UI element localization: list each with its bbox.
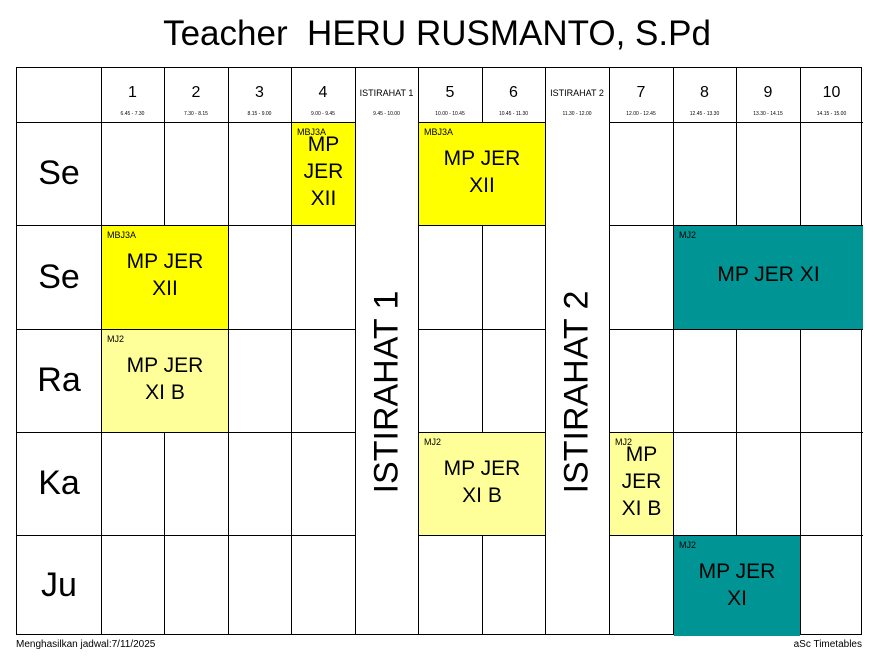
class-code: MBJ3A xyxy=(424,127,454,137)
subject-line: XI B xyxy=(462,484,502,507)
period-number: 10 xyxy=(822,84,841,101)
column-header xyxy=(736,68,800,122)
column-header xyxy=(673,68,736,122)
period-number: 1 xyxy=(128,84,137,101)
period-time: 9.00 - 9.45 xyxy=(311,111,335,117)
page-title: Teacher HERU RUSMANTO, S.Pd xyxy=(163,14,711,53)
subject-line: MP JER xyxy=(126,354,204,377)
column-header xyxy=(418,68,482,122)
period-time: 9.45 - 10.00 xyxy=(373,111,400,117)
subject-name xyxy=(102,248,228,302)
subject-line: MP xyxy=(625,443,658,466)
period-number: 5 xyxy=(445,84,455,101)
grid-vline xyxy=(228,68,229,634)
lesson-card[interactable] xyxy=(419,433,545,535)
period-number: 2 xyxy=(191,84,201,101)
grid-vline xyxy=(355,68,356,634)
period-number: 8 xyxy=(700,84,709,101)
class-code: MJ2 xyxy=(107,334,125,344)
class-code: MBJ3A xyxy=(297,127,327,137)
lesson-card[interactable] xyxy=(102,330,228,432)
subject-line: JER xyxy=(621,470,662,493)
subject-line: MP JER xyxy=(443,457,521,480)
subject-line: XII xyxy=(469,174,495,197)
grid-vline xyxy=(800,68,801,634)
grid-hline xyxy=(609,329,863,330)
break-label-vertical: ISTIRAHAT 1 xyxy=(367,290,405,494)
day-label: Se xyxy=(38,154,80,192)
period-time: 14.15 - 15.00 xyxy=(816,111,847,117)
subject-line: MP JER xyxy=(443,147,521,170)
class-code: MBJ3A xyxy=(107,230,137,240)
subject-name xyxy=(102,352,228,406)
period-number: 3 xyxy=(255,84,264,101)
break-header-label: ISTIRAHAT 1 xyxy=(359,88,414,98)
column-header xyxy=(355,68,418,122)
column-header xyxy=(164,68,228,122)
period-number: 9 xyxy=(763,84,773,101)
subject-line: XII xyxy=(310,187,337,210)
software-credit: aSc Timetables xyxy=(793,639,862,650)
lesson-card[interactable] xyxy=(610,433,673,535)
period-time: 8.15 - 9.00 xyxy=(247,111,272,117)
generated-date: Menghasilkan jadwal:7/11/2025 xyxy=(16,639,156,650)
subject-name xyxy=(419,145,545,199)
subject-line: MP xyxy=(307,133,340,156)
period-number: 4 xyxy=(318,84,328,101)
period-number: 7 xyxy=(636,84,646,101)
lesson-card[interactable] xyxy=(419,123,545,225)
period-time: 6.45 - 7.30 xyxy=(120,111,145,117)
grid-hline xyxy=(418,329,545,330)
class-code: MJ2 xyxy=(679,540,697,550)
subject-line: JER xyxy=(303,160,344,183)
day-label: Ka xyxy=(38,464,80,502)
subject-name xyxy=(674,558,800,612)
break-label-vertical: ISTIRAHAT 2 xyxy=(557,290,596,494)
period-time: 7.30 - 8.15 xyxy=(184,111,208,117)
column-header xyxy=(482,68,545,122)
column-header xyxy=(228,68,291,122)
subject-name xyxy=(674,261,863,288)
column-header xyxy=(800,68,863,122)
subject-line: XI B xyxy=(621,497,662,520)
lesson-card[interactable] xyxy=(102,226,228,329)
grid-hline xyxy=(609,122,863,123)
class-code: MJ2 xyxy=(424,437,442,447)
day-label: Ju xyxy=(41,566,77,604)
day-label: Se xyxy=(38,257,80,296)
subject-line: XI xyxy=(727,587,747,610)
subject-name xyxy=(419,455,545,509)
grid-vline xyxy=(545,68,546,634)
column-header xyxy=(101,68,164,122)
day-label: Ra xyxy=(37,361,81,399)
class-code: MJ2 xyxy=(615,437,633,447)
subject-line: XI B xyxy=(145,381,185,404)
period-time: 11.30 - 12.00 xyxy=(562,111,592,117)
lesson-card[interactable] xyxy=(674,226,863,329)
subject-line: XII xyxy=(152,277,178,300)
column-header xyxy=(291,68,355,122)
break-header-label: ISTIRAHAT 2 xyxy=(550,88,604,98)
period-time: 12.45 - 13.30 xyxy=(689,111,720,117)
period-number: 6 xyxy=(509,84,518,101)
period-time: 13.30 - 14.15 xyxy=(753,111,783,117)
column-header xyxy=(545,68,609,122)
grid-vline xyxy=(609,68,610,634)
subject-name xyxy=(610,441,673,522)
subject-line: MP JER XI xyxy=(717,263,820,286)
subject-line: MP JER xyxy=(126,250,204,273)
class-code: MJ2 xyxy=(679,230,697,240)
period-time: 10.45 - 11.30 xyxy=(498,111,529,117)
grid-hline xyxy=(418,225,545,226)
lesson-card[interactable] xyxy=(292,123,355,225)
subject-line: MP JER xyxy=(698,560,776,583)
subject-name xyxy=(292,131,355,212)
timetable-grid xyxy=(16,67,862,635)
period-time: 10.00 - 10.45 xyxy=(435,111,465,117)
lesson-card[interactable] xyxy=(674,536,800,636)
column-header xyxy=(609,68,673,122)
grid-hline xyxy=(418,535,545,536)
period-time: 12.00 - 12.45 xyxy=(626,111,656,117)
